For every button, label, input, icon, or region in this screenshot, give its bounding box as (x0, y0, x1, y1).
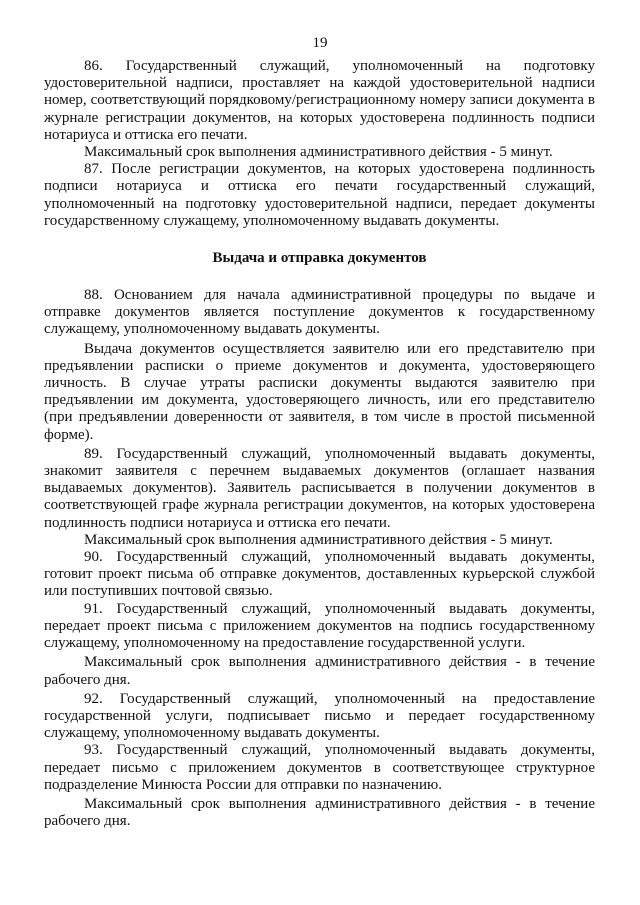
paragraph-88: 88. Основанием для начала административной процедуры по выдаче и отправке документов является поступление документов к государственному служащему, уполномоченному выдавать документы. (44, 287, 595, 338)
section-title: Выдача и отправка документов (212, 250, 427, 267)
paragraph-91: 91. Государственный служащий, уполномоченный выдавать документы, передает проект письма с приложением документов на подпись государственному служащему, уполномоченному на предоставление государственной услуги. (44, 600, 595, 652)
paragraph-93-deadline: Максимальный срок выполнения административного действия - в течение рабочего дня. (44, 795, 595, 830)
paragraph-89: 89. Государственный служащий, уполномоченный выдавать документы, знакомит заявителя с перечнем выдаваемых документов (оглашает названия выдаваемых документов). Заявитель расписывается в получении документов в соответствующей графе журнала регистрации документов, на которых удостоверена подлинность подписи нотариуса и оттиска его печати. (44, 445, 595, 531)
paragraph-86: 86. Государственный служащий, уполномоченный на подготовку удостоверительной надписи, проставляет на каждой удостоверительной надписи номер, соответствующий порядковому/регистрационному номеру записи документа в журнале регистрации документов, на которых удостоверена подлинность подписи нотариуса и оттиска его печати. (44, 58, 595, 143)
document-body (44, 58, 595, 830)
page-number: 19 (312, 35, 328, 51)
paragraph-92: 92. Государственный служащий, уполномоченный на предоставление государственной услуги, подписывает письмо и передает государственному служащему, уполномоченному выдавать документы. (44, 690, 595, 742)
paragraph-90: 90. Государственный служащий, уполномоченный выдавать документы, готовит проект письма об отправке документов, доставленных курьерской службой или поступивших почтовой связью. (44, 549, 595, 600)
paragraph-86-deadline: Максимальный срок выполнения административного действия - 5 минут. (84, 144, 553, 161)
paragraph-91-deadline: Максимальный срок выполнения административного действия - в течение рабочего дня. (44, 654, 595, 688)
paragraph-93: 93. Государственный служащий, уполномоченный выдавать документы, передает письмо с приложением документов в соответствующее структурное подразделение Минюста России для отправки по назначению. (44, 742, 595, 793)
paragraph-issuance: Выдача документов осуществляется заявителю или его представителю при предъявлении расписки о приеме документов и документа, удостоверяющего личность. В случае утраты расписки документы выдаются заявителю при предъявлении им документа, удостоверяющего личность, или его представителю (при предъявлении доверенности от заявителя, в том числе в простой письменной форме). (44, 340, 595, 443)
paragraph-87: 87. После регистрации документов, на которых удостоверена подлинность подписи нотариуса и оттиска его печати государственный служащий, уполномоченный на подготовку удостоверительной надписи, передает документы государственному служащему, уполномоченному выдавать документы. (44, 161, 595, 229)
paragraph-89-deadline: Максимальный срок выполнения административного действия - 5 минут. (84, 531, 553, 548)
